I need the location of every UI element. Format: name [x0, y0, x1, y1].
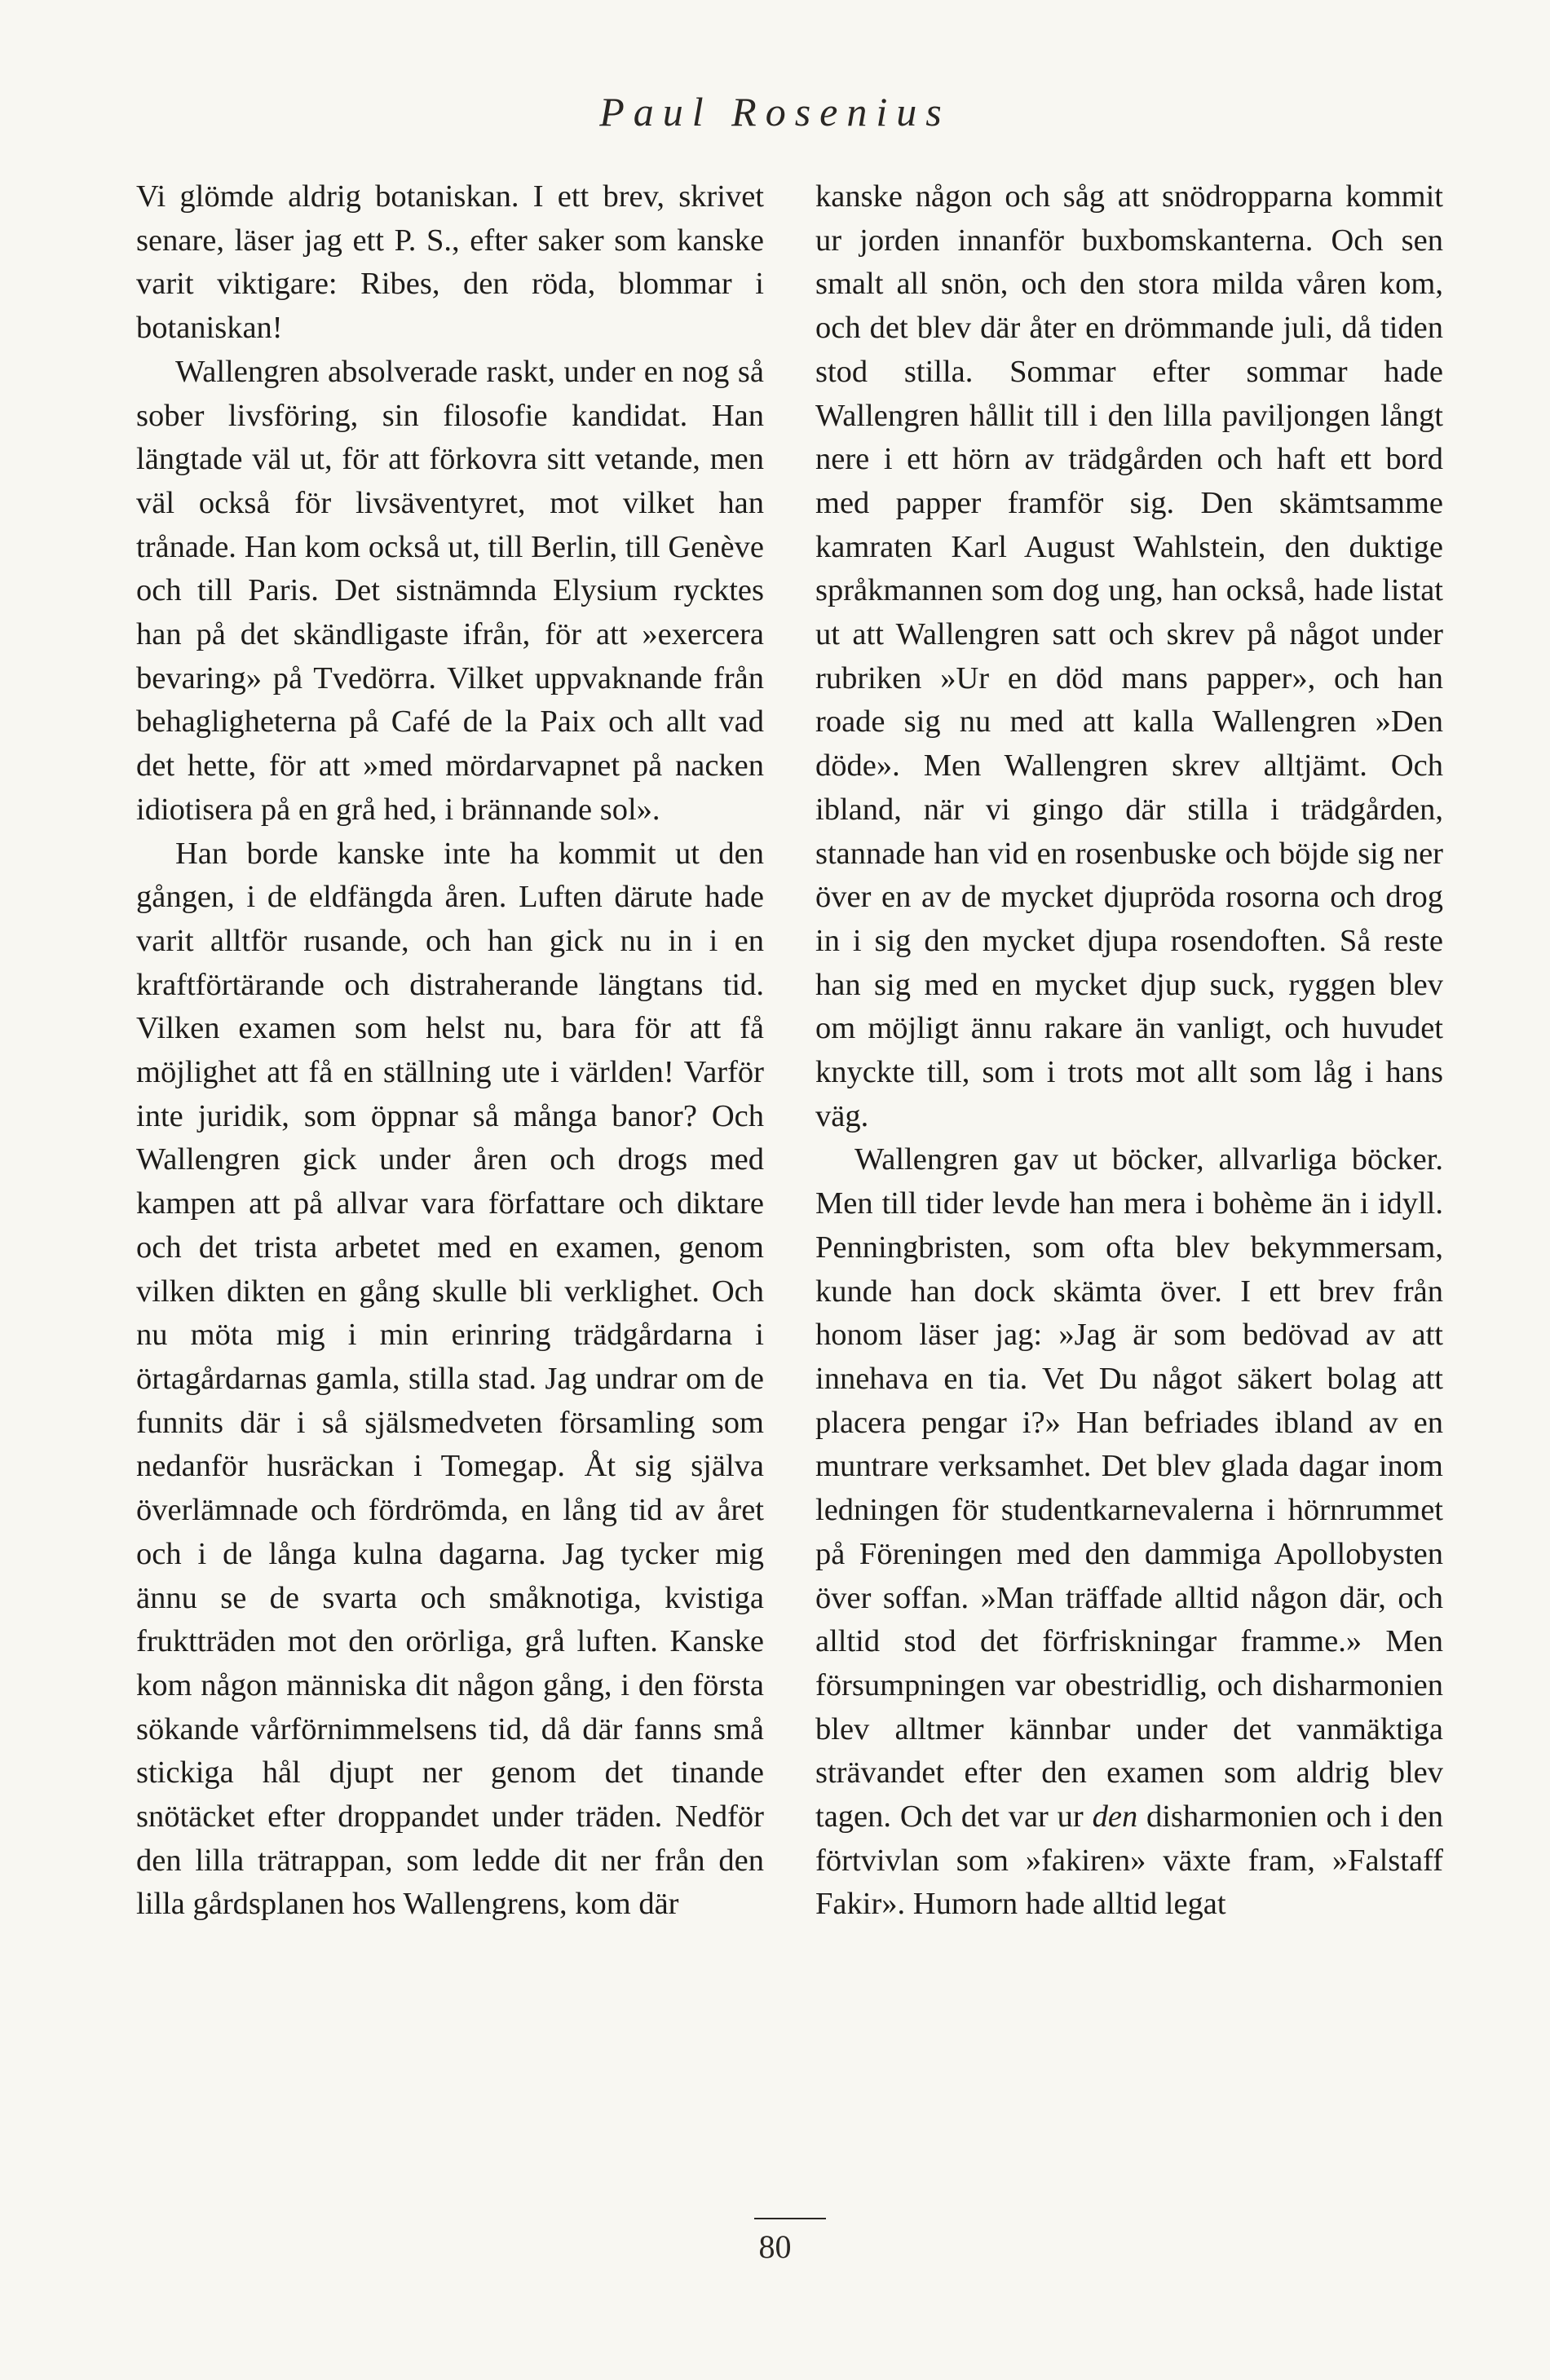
left-paragraph-2: Wallengren absolverade raskt, under en nog så sober livsföring, sin filosofie kandidat. Han längtade väl ut, för att förkovra sitt vetande, men väl också för livsäventyret, mot vilket han trånade. Han kom också ut, till Berlin, till Genève och till Paris. Det sistnämnda Elysium rycktes han på det skändligaste ifrån, för att »exercera bevaring» på Tvedörra. Vilket uppvaknande från behagligheterna på Café de la Paix och allt vad det hette, för att »med mördarvapnet på nacken idiotisera på en grå hed, i brännande sol». — [136, 354, 764, 827]
running-head: Paul Rosenius — [599, 89, 951, 135]
right-paragraph-1-text: kanske någon och såg att snödropparna kommit ur jorden innanför buxbomskanterna. Och sen smalt all snön, och den stora milda våren kom, och det blev där åter en drömmande juli, då tiden stod stilla. Sommar efter sommar hade Wallengren hållit till i den lilla paviljongen långt nere i ett hörn av trädgården och haft ett bord med papper framför sig. Den skämtsamme kamraten Karl August Wahlstein, den duktige språkmannen som dog ung, han också, hade listat ut att Wallengren satt och skrev på något under rubriken »Ur en död mans papper», och han roade sig nu med att kalla Wallengren »Den döde». Men Wallengren skrev alltjämt. Och ibland, när vi gingo där stilla i trädgården, stannade han vid en rosenbuske och böjde sig ner över en av de mycket djupröda rosorna och drog in i sig den mycket djupa rosendoften. Så reste han sig med en mycket djup suck, ryggen blev om möjligt ännu rakare än vanligt, och huvudet knyckte till, som i trots mot allt som låg i hans väg. — [815, 179, 1443, 1133]
left-paragraph-3: Han borde kanske inte ha kommit ut den gången, i de eldfängda åren. Luften därute hade varit alltför rusande, och han gick nu in i en kraftförtärande och distraherande längtans tid. Vilken examen som helst nu, bara för att få möjlighet att få en ställning ute i världen! Varför inte juridik, som öppnar så många banor? Och Wallengren gick under åren och drogs med kampen att på allvar vara författare och diktare och det trista arbetet med en examen, genom vilken dikten en gång skulle bli verklighet. Och nu möta mig i min erinring trädgårdarna i örtagårdarnas gamla, stilla stad. Jag undrar om de funnits där i så själsmedveten församling som nedanför husräckan i Tomegap. Åt sig själva överlämnade och fördrömda, en lång tid av året och i de långa kulna dagarna. Jag tycker mig ännu se de svarta och småknotiga, kvistiga fruktträden mot den orörliga, grå luften. Kanske kom någon människa dit någon gång, i den första sökande vårförnimmelsens tid, då där fanns små stickiga hål djupt ner genom det tinande snötäcket efter droppandet under träden. Nedför den lilla trätrappan, som ledde dit ner från den lilla gårdsplanen hos Wallengrens, kom där — [136, 836, 764, 1922]
page-number: 80 — [758, 2228, 792, 2265]
folio-rule — [754, 2218, 826, 2219]
right-paragraph-2-text-before: Wallengren gav ut böcker, allvarliga böcker. Men till tider levde han mera i bohème än i idyll. Penningbristen, som ofta blev bekymmersam, kunde han dock skämta över. I ett brev från honom läser jag: »Jag är som bedövad av att innehava en tia. Vet Du något säkert bolag att placera pengar i?» Han befriades ibland av en muntrare verksamhet. Det blev glada dagar inom ledningen för studentkarnevalerna i hörnrummet på Föreningen med den dammiga Apollobysten över soffan. »Man träffade alltid någon där, och alltid stod det förfriskningar framme.» Men försumpningen var obestridlig, och disharmonien blev alltmer kännbar under det vanmäktiga strävandet efter den examen som aldrig blev tagen. Och det var ur — [815, 1142, 1443, 1835]
right-paragraph-1 — [815, 175, 1443, 1138]
right-paragraph-2-text-after: disharmonien och i den förtvivlan som »fakiren» växte fram, »Falstaff Fakir». Humorn hade alltid legat — [815, 1799, 1444, 1922]
left-column — [136, 175, 764, 1927]
right-paragraph-2 — [815, 1138, 1443, 1927]
right-paragraph-2-emphasis: den — [1092, 1799, 1138, 1835]
left-paragraph-1: Vi glömde aldrig botaniskan. I ett brev, skrivet senare, läser jag ett P. S., efter saker som kanske varit viktigare: Ribes, den röda, blommar i botaniskan! — [136, 179, 764, 346]
right-column — [815, 175, 1443, 1927]
